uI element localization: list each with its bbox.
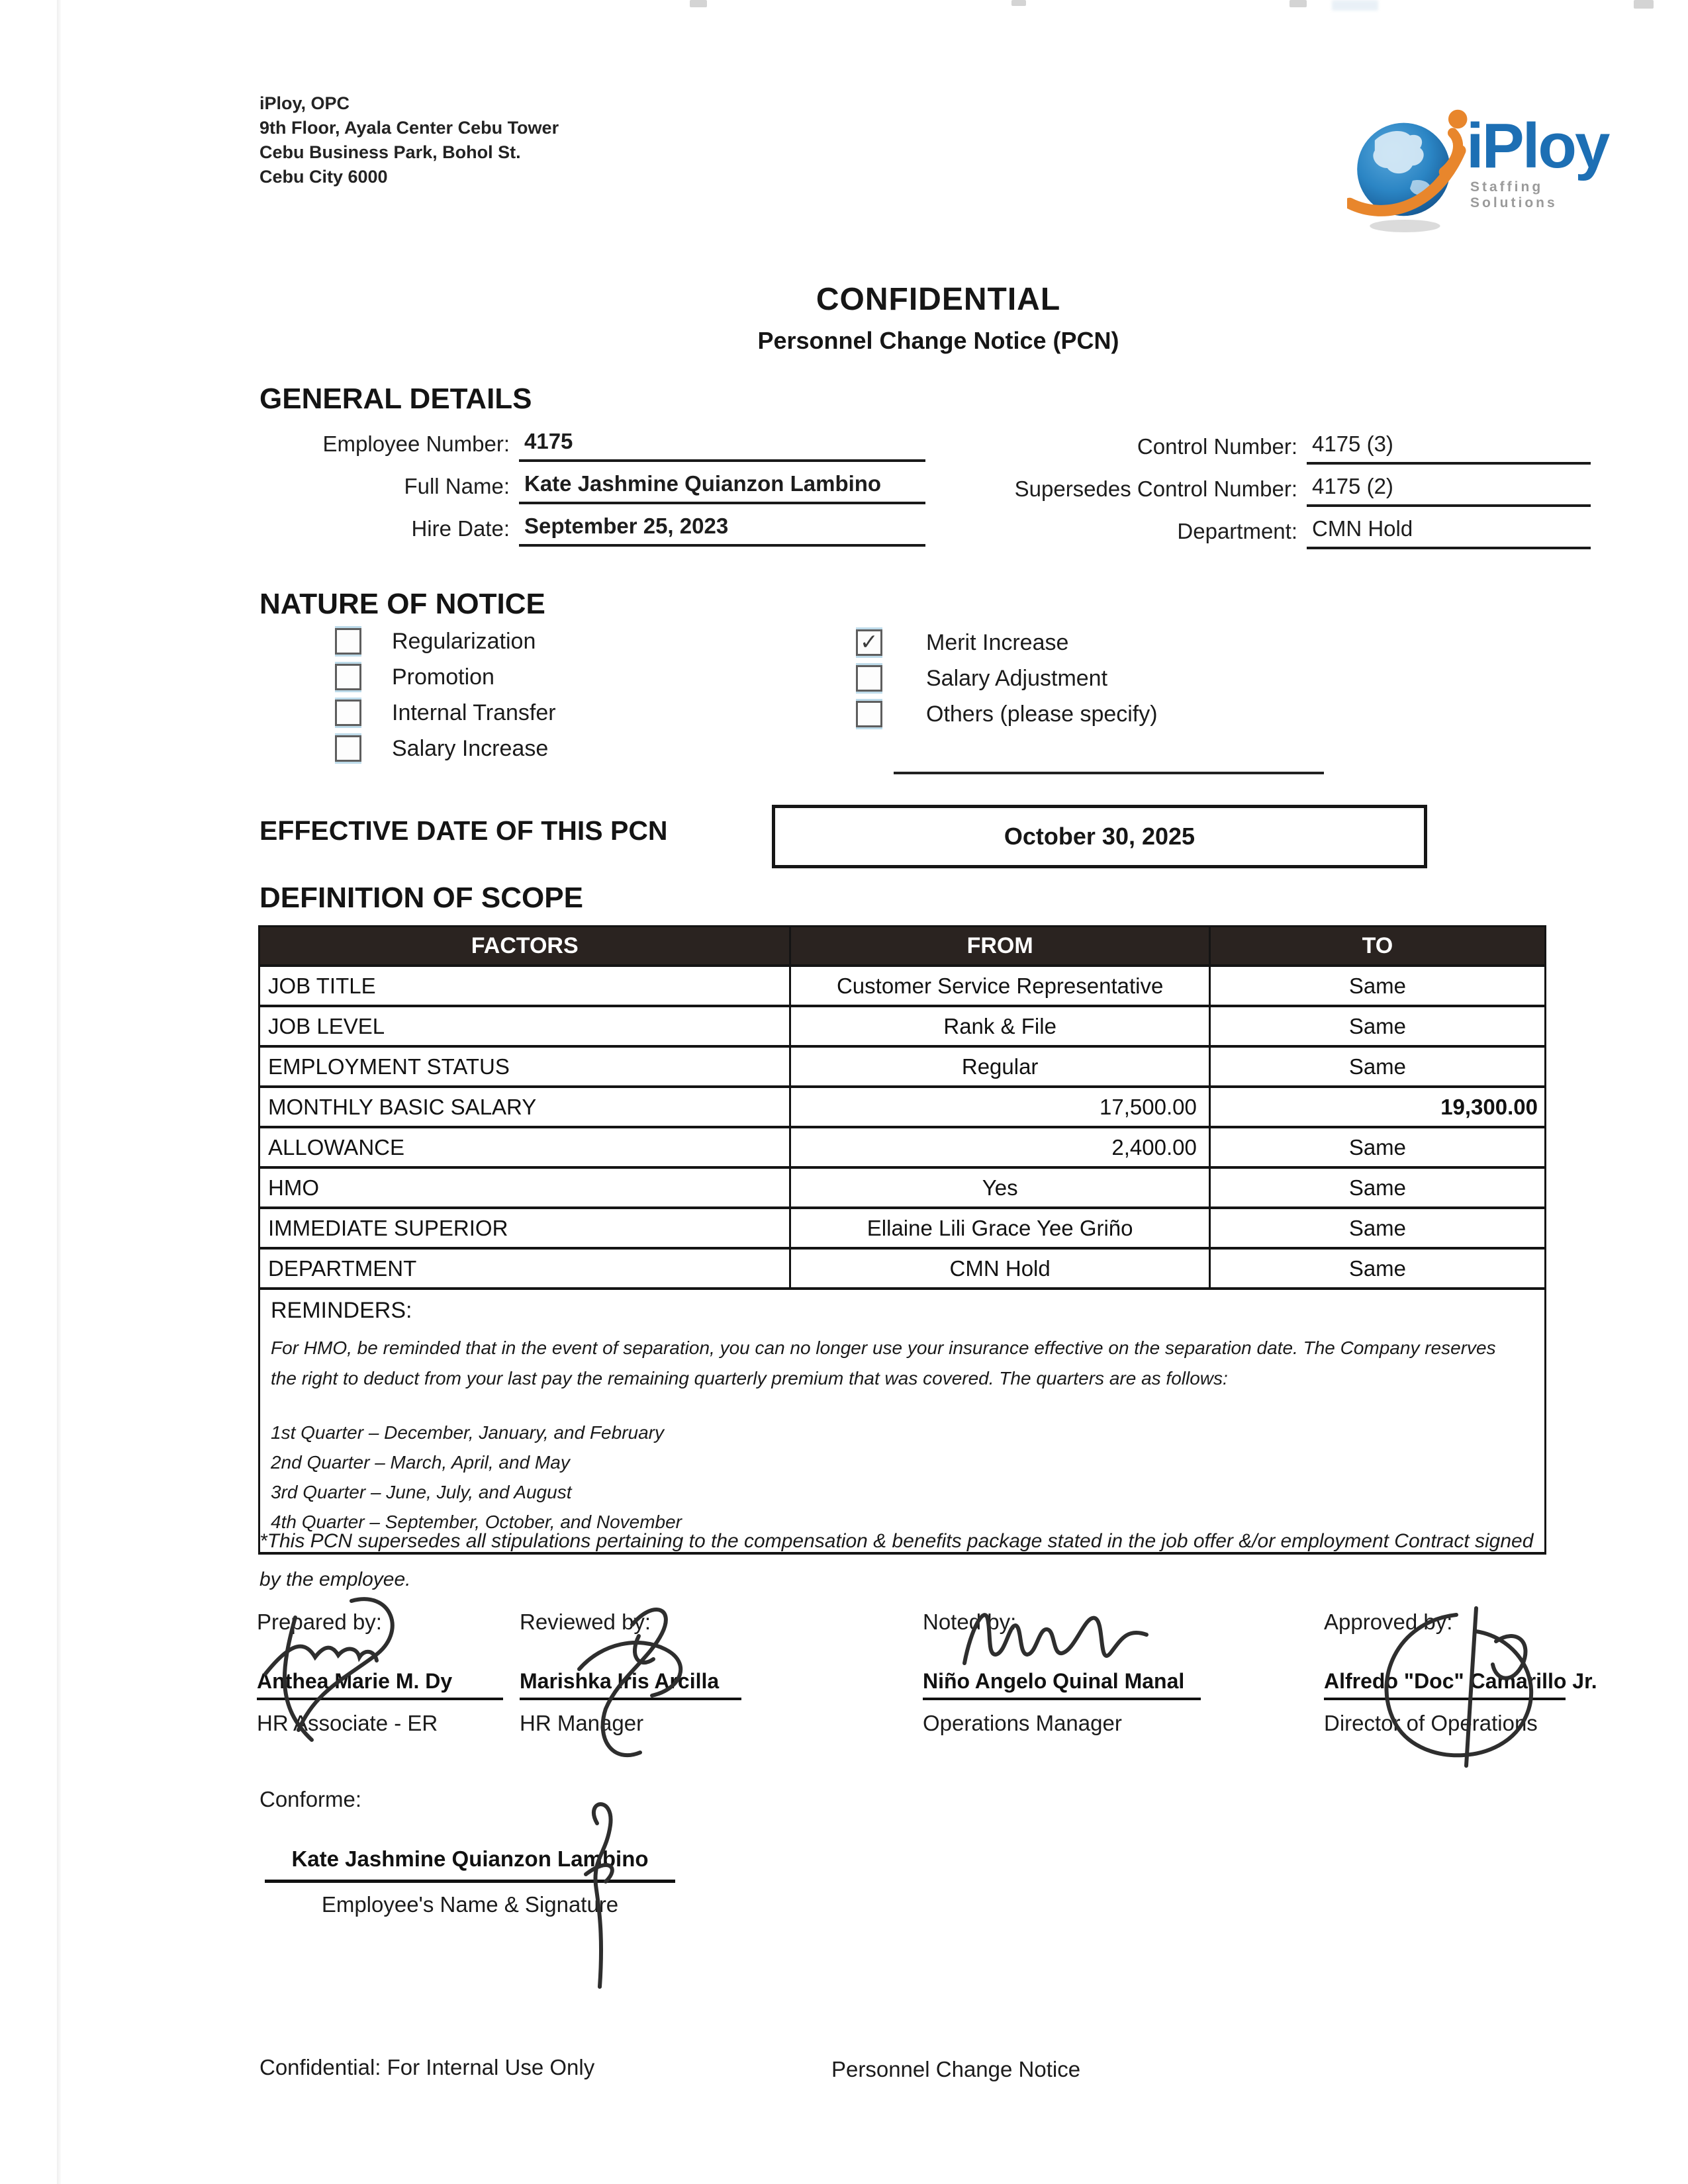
column-header-factors: FACTORS xyxy=(259,927,790,966)
field-label: Department: xyxy=(1177,519,1297,543)
signatory-name: Anthea Marie M. Dy xyxy=(257,1669,503,1700)
nature-of-notice-heading: NATURE OF NOTICE xyxy=(259,588,545,620)
factor-cell: HMO xyxy=(259,1167,790,1208)
field-label: Employee Number: xyxy=(322,432,510,456)
field-label: Supersedes Control Number: xyxy=(1014,477,1297,501)
field-row xyxy=(966,516,1591,549)
to-cell: Same xyxy=(1209,1006,1545,1046)
field-value: 4175 (2) xyxy=(1307,474,1591,507)
confidential-title: CONFIDENTIAL xyxy=(816,282,1061,317)
from-cell: 2,400.00 xyxy=(790,1127,1209,1167)
signature-label: Prepared by: xyxy=(257,1610,382,1634)
conforme-name: Kate Jashmine Quianzon Lambino xyxy=(265,1846,675,1883)
signature-label: Reviewed by: xyxy=(520,1610,651,1634)
effective-date-box xyxy=(772,805,1427,868)
field-row xyxy=(255,429,925,462)
quarter-item: 2nd Quarter – March, April, and May xyxy=(271,1452,570,1473)
scan-artifact xyxy=(1634,0,1654,9)
reminders-row xyxy=(259,1289,1546,1553)
field-value: September 25, 2023 xyxy=(519,514,925,547)
signature-label: Noted by: xyxy=(923,1610,1017,1634)
to-cell: 19,300.00 xyxy=(1209,1087,1545,1127)
form-title: Personnel Change Notice (PCN) xyxy=(757,327,1119,354)
field-row xyxy=(255,514,925,547)
signatory-name: Marishka Iris Arcilla xyxy=(520,1669,741,1700)
address-line: 9th Floor, Ayala Center Cebu Tower xyxy=(259,118,559,138)
general-details-right-fields xyxy=(966,432,1591,559)
table-row xyxy=(259,1208,1546,1248)
general-details-left-fields xyxy=(255,429,925,556)
from-cell: Customer Service Representative xyxy=(790,966,1209,1006)
checkbox-option: Salary Increase xyxy=(335,736,556,761)
field-value: Kate Jashmine Quianzon Lambino xyxy=(519,471,925,504)
reminders-paragraph: For HMO, be reminded that in the event of separation, you can no longer use your insurance effective on the separation date. The Company reserves the right to deduct from your last pay the remaining quarterly premium that was covered. The quarters are as follows: xyxy=(271,1338,1496,1388)
table-row xyxy=(259,1167,1546,1208)
footer-confidential-note: Confidential: For Internal Use Only xyxy=(259,2055,595,2079)
to-cell: Same xyxy=(1209,1046,1545,1087)
checkbox-unchecked-icon xyxy=(335,700,361,726)
to-cell: Same xyxy=(1209,1248,1545,1289)
signatory-title: Director of Operations xyxy=(1324,1711,1538,1735)
field-label: Hire Date: xyxy=(411,516,510,541)
to-cell: Same xyxy=(1209,1167,1545,1208)
scope-table xyxy=(258,925,1546,1555)
checkbox-unchecked-icon xyxy=(335,735,361,762)
checkbox-option: Promotion xyxy=(335,664,556,690)
logo-wordmark: iPloy xyxy=(1466,111,1609,181)
field-value: 4175 (3) xyxy=(1307,432,1591,465)
checkbox-checked-icon xyxy=(856,629,882,656)
nature-options-left xyxy=(335,629,556,772)
checkbox-unchecked-icon xyxy=(856,701,882,727)
quarter-item: 3rd Quarter – June, July, and August xyxy=(271,1482,572,1502)
checkbox-option: Others (please specify) xyxy=(856,702,1158,727)
field-label: Control Number: xyxy=(1137,434,1297,459)
general-details-heading: GENERAL DETAILS xyxy=(259,383,532,415)
field-row xyxy=(966,432,1591,465)
table-row xyxy=(259,1046,1546,1087)
checkbox-option: Salary Adjustment xyxy=(856,666,1158,691)
quarter-item: 4th Quarter – September, October, and November xyxy=(271,1512,682,1532)
logo-tagline: Staffing Solutions xyxy=(1470,179,1558,210)
from-cell: CMN Hold xyxy=(790,1248,1209,1289)
reminders-label: REMINDERS: xyxy=(271,1298,412,1323)
table-row xyxy=(259,966,1546,1006)
from-cell: Regular xyxy=(790,1046,1209,1087)
footer-document-name: Personnel Change Notice xyxy=(831,2057,1081,2081)
signature-block-noted xyxy=(923,1610,1201,1736)
from-cell: Ellaine Lili Grace Yee Griño xyxy=(790,1208,1209,1248)
from-cell: 17,500.00 xyxy=(790,1087,1209,1127)
factor-cell: IMMEDIATE SUPERIOR xyxy=(259,1208,790,1248)
address-line: Cebu City 6000 xyxy=(259,167,388,187)
from-cell: Yes xyxy=(790,1167,1209,1208)
factor-cell: JOB LEVEL xyxy=(259,1006,790,1046)
scan-artifact xyxy=(1289,0,1307,7)
effective-date-value: October 30, 2025 xyxy=(1004,823,1196,850)
factor-cell: JOB TITLE xyxy=(259,966,790,1006)
column-header-to: TO xyxy=(1209,927,1545,966)
factor-cell: EMPLOYMENT STATUS xyxy=(259,1046,790,1087)
field-label: Full Name: xyxy=(404,474,510,498)
scan-artifact xyxy=(1332,0,1378,11)
company-logo xyxy=(1347,103,1625,235)
footnote-line: by the employee. xyxy=(259,1569,411,1590)
scan-artifact xyxy=(1011,0,1026,6)
field-row xyxy=(966,474,1591,507)
field-value: CMN Hold xyxy=(1307,516,1591,549)
table-header-row xyxy=(259,927,1546,966)
signatory-name: Niño Angelo Quinal Manal xyxy=(923,1669,1201,1700)
effective-date-label: EFFECTIVE DATE OF THIS PCN xyxy=(259,815,668,846)
field-value: 4175 xyxy=(519,429,925,462)
table-row xyxy=(259,1127,1546,1167)
conforme-label: Conforme: xyxy=(259,1787,362,1811)
field-row xyxy=(255,471,925,504)
scan-artifact xyxy=(690,0,707,7)
signature-block-reviewed xyxy=(520,1610,741,1736)
others-specify-line xyxy=(894,772,1324,774)
to-cell: Same xyxy=(1209,966,1545,1006)
definition-of-scope-heading: DEFINITION OF SCOPE xyxy=(259,882,583,914)
checkbox-option: Internal Transfer xyxy=(335,700,556,725)
from-cell: Rank & File xyxy=(790,1006,1209,1046)
signatory-name: Alfredo "Doc" Camarillo Jr. xyxy=(1324,1669,1566,1700)
signatory-title: HR Manager xyxy=(520,1711,644,1735)
conforme-caption: Employee's Name & Signature xyxy=(321,1892,619,1917)
factor-cell: DEPARTMENT xyxy=(259,1248,790,1289)
to-cell: Same xyxy=(1209,1208,1545,1248)
factor-cell: MONTHLY BASIC SALARY xyxy=(259,1087,790,1127)
signatory-title: Operations Manager xyxy=(923,1711,1122,1735)
checkbox-option: ✓ Merit Increase xyxy=(856,630,1158,655)
quarter-item: 1st Quarter – December, January, and February xyxy=(271,1422,664,1443)
scan-edge-shadow xyxy=(57,0,61,2184)
factor-cell: ALLOWANCE xyxy=(259,1127,790,1167)
table-row xyxy=(259,1006,1546,1046)
company-name: iPloy, OPC xyxy=(259,93,350,113)
signature-block-prepared xyxy=(257,1610,503,1736)
column-header-from: FROM xyxy=(790,927,1209,966)
conforme-block xyxy=(265,1846,675,1917)
letterhead-address xyxy=(259,91,559,189)
checkbox-unchecked-icon xyxy=(335,628,361,655)
footnote-line: *This PCN supersedes all stipulations pertaining to the compensation & benefits package stated in the job offer &/or employment Contract signed xyxy=(259,1530,1534,1552)
supersede-footnote xyxy=(259,1522,1533,1599)
address-line: Cebu Business Park, Bohol St. xyxy=(259,142,521,162)
nature-options-right xyxy=(856,630,1158,737)
checkmark-glyph: ✓ xyxy=(860,629,878,654)
checkbox-option: Regularization xyxy=(335,629,556,654)
to-cell: Same xyxy=(1209,1127,1545,1167)
checkbox-unchecked-icon xyxy=(335,664,361,690)
checkbox-unchecked-icon xyxy=(856,665,882,692)
signature-block-approved xyxy=(1324,1610,1597,1736)
table-row xyxy=(259,1087,1546,1127)
table-row xyxy=(259,1248,1546,1289)
globe-swoosh-logo-icon xyxy=(1347,103,1473,235)
signature-label: Approved by: xyxy=(1324,1610,1453,1634)
signatory-title: HR Associate - ER xyxy=(257,1711,438,1735)
